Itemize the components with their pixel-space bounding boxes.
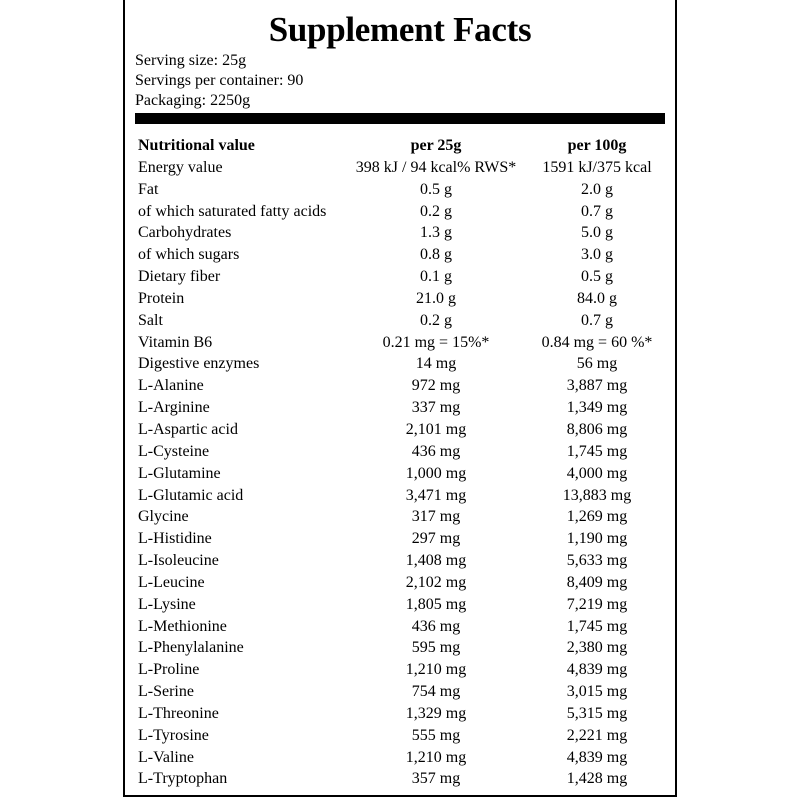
- value-per-25g: 2,101 mg: [405, 420, 467, 438]
- value-per-100g: 3,887 mg: [566, 377, 628, 395]
- value-per-100g: 3.0 g: [581, 246, 613, 264]
- value-per-25g: 1,329 mg: [405, 704, 467, 722]
- value-per-100g: 0.84 mg = 60 %*: [541, 333, 653, 351]
- table-row: [135, 201, 665, 223]
- table-row: [135, 397, 665, 419]
- value-per-25g: 317 mg: [411, 508, 461, 526]
- value-per-25g: 1,210 mg: [405, 661, 467, 679]
- table-row: [135, 572, 665, 594]
- header-per-100g: per 100g: [567, 137, 627, 154]
- value-per-25g: 14 mg: [415, 355, 457, 373]
- table-row: [135, 725, 665, 747]
- value-per-100g: 13,883 mg: [562, 486, 632, 504]
- value-per-25g: 2,102 mg: [405, 573, 467, 591]
- packaging: Packaging: 2250g: [135, 92, 251, 109]
- value-per-100g: 1,349 mg: [566, 399, 628, 417]
- value-per-25g: 754 mg: [411, 683, 461, 701]
- nutrient-name: Digestive enzymes: [138, 355, 260, 373]
- table-row: [135, 288, 665, 310]
- table-row: [135, 594, 665, 616]
- value-per-100g: 1,745 mg: [566, 442, 628, 460]
- nutrient-name: Carbohydrates: [138, 224, 232, 242]
- value-per-25g: 21.0 g: [416, 289, 456, 307]
- value-per-25g: 0.5 g: [420, 180, 452, 198]
- value-per-100g: 2.0 g: [581, 180, 613, 198]
- nutrient-name: L-Threonine: [138, 704, 219, 722]
- value-per-100g: 2,380 mg: [566, 639, 628, 657]
- table-row: [135, 703, 665, 725]
- value-per-100g: 84.0 g: [577, 289, 617, 307]
- table-row: [135, 659, 665, 681]
- table-row: [135, 375, 665, 397]
- value-per-25g: 0.1 g: [420, 268, 452, 286]
- servings-per-container: Servings per container: 90: [135, 72, 304, 89]
- nutrient-name: L-Methionine: [138, 617, 227, 635]
- table-row: [135, 768, 665, 790]
- value-per-100g: 1,745 mg: [566, 617, 628, 635]
- nutrient-name: L-Leucine: [138, 573, 205, 591]
- value-per-25g: 0.2 g: [420, 311, 452, 329]
- nutrient-name: Vitamin B6: [138, 333, 213, 351]
- value-per-100g: 3,015 mg: [566, 683, 628, 701]
- value-per-25g: 0.21 mg = 15%*: [382, 333, 490, 351]
- table-row: [135, 747, 665, 769]
- value-per-100g: 5,315 mg: [566, 704, 628, 722]
- value-per-100g: 2,221 mg: [566, 726, 628, 744]
- table-row: [135, 332, 665, 354]
- value-per-25g: 297 mg: [411, 530, 461, 548]
- table-row: [135, 550, 665, 572]
- nutrient-name: L-Alanine: [138, 377, 204, 395]
- nutrient-name: Fat: [138, 180, 159, 198]
- value-per-25g: 555 mg: [411, 726, 461, 744]
- value-per-25g: 3,471 mg: [405, 486, 467, 504]
- value-per-25g: 1.3 g: [420, 224, 452, 242]
- value-per-100g: 0.7 g: [581, 311, 613, 329]
- value-per-25g: 0.2 g: [420, 202, 452, 220]
- table-row: [135, 419, 665, 441]
- nutrient-name: Dietary fiber: [138, 268, 221, 286]
- table-row: [135, 485, 665, 507]
- value-per-100g: 56 mg: [576, 355, 618, 373]
- table-row: [135, 441, 665, 463]
- nutrient-name: L-Isoleucine: [138, 552, 219, 570]
- header-per-25g: per 25g: [410, 137, 462, 154]
- supplement-facts-panel: [123, 0, 677, 797]
- value-per-25g: 436 mg: [411, 617, 461, 635]
- value-per-100g: 1,190 mg: [566, 530, 628, 548]
- value-per-100g: 7,219 mg: [566, 595, 628, 613]
- value-per-25g: 357 mg: [411, 770, 461, 788]
- table-row: [135, 463, 665, 485]
- serving-size: Serving size: 25g: [135, 52, 247, 69]
- nutrient-name: L-Glutamic acid: [138, 486, 244, 504]
- value-per-25g: 1,210 mg: [405, 748, 467, 766]
- table-body: [135, 157, 665, 790]
- nutrient-name: L-Valine: [138, 748, 194, 766]
- value-per-25g: 1,805 mg: [405, 595, 467, 613]
- value-per-100g: 0.7 g: [581, 202, 613, 220]
- table-row: [135, 353, 665, 375]
- table-row: [135, 310, 665, 332]
- value-per-100g: 4,839 mg: [566, 661, 628, 679]
- value-per-100g: 8,409 mg: [566, 573, 628, 591]
- nutrient-name: of which saturated fatty acids: [138, 202, 327, 220]
- value-per-25g: 972 mg: [411, 377, 461, 395]
- value-per-25g: 337 mg: [411, 399, 461, 417]
- table-row: [135, 528, 665, 550]
- panel-title: Supplement Facts: [268, 10, 532, 49]
- value-per-25g: 1,408 mg: [405, 552, 467, 570]
- nutrient-name: L-Tryptophan: [138, 770, 228, 788]
- nutrition-table: [135, 135, 665, 790]
- value-per-25g: 436 mg: [411, 442, 461, 460]
- nutrient-name: Glycine: [138, 508, 189, 526]
- nutrient-name: L-Cysteine: [138, 442, 210, 460]
- table-row: [135, 681, 665, 703]
- nutrient-name: L-Serine: [138, 683, 194, 701]
- nutrient-name: L-Aspartic acid: [138, 420, 238, 438]
- nutrient-name: L-Lysine: [138, 595, 196, 613]
- nutrient-name: L-Tyrosine: [138, 726, 209, 744]
- value-per-25g: 595 mg: [411, 639, 461, 657]
- nutrient-name: L-Phenylalanine: [138, 639, 244, 657]
- value-per-100g: 1,269 mg: [566, 508, 628, 526]
- nutrient-name: L-Glutamine: [138, 464, 221, 482]
- value-per-100g: 4,000 mg: [566, 464, 628, 482]
- table-row: [135, 179, 665, 201]
- nutrient-name: L-Proline: [138, 661, 200, 679]
- nutrient-name: Protein: [138, 289, 185, 307]
- value-per-100g: 4,839 mg: [566, 748, 628, 766]
- thick-divider: [135, 113, 665, 124]
- value-per-100g: 0.5 g: [581, 268, 613, 286]
- value-per-25g: 0.8 g: [420, 246, 452, 264]
- table-row: [135, 157, 665, 179]
- table-header-row: [135, 135, 665, 157]
- table-row: [135, 637, 665, 659]
- value-per-25g: 1,000 mg: [405, 464, 467, 482]
- header-nutritional-value: Nutritional value: [138, 137, 255, 154]
- value-per-100g: 5,633 mg: [566, 552, 628, 570]
- nutrient-name: Energy value: [138, 158, 223, 176]
- table-row: [135, 244, 665, 266]
- nutrient-name: L-Arginine: [138, 399, 210, 417]
- value-per-25g: 398 kJ / 94 kcal% RWS*: [355, 158, 517, 176]
- nutrient-name: of which sugars: [138, 246, 240, 264]
- table-row: [135, 616, 665, 638]
- table-row: [135, 266, 665, 288]
- nutrient-name: Salt: [138, 311, 163, 329]
- value-per-100g: 5.0 g: [581, 224, 613, 242]
- value-per-100g: 8,806 mg: [566, 420, 628, 438]
- table-row: [135, 506, 665, 528]
- value-per-100g: 1591 kJ/375 kcal: [542, 158, 652, 176]
- value-per-100g: 1,428 mg: [566, 770, 628, 788]
- nutrient-name: L-Histidine: [138, 530, 212, 548]
- table-row: [135, 222, 665, 244]
